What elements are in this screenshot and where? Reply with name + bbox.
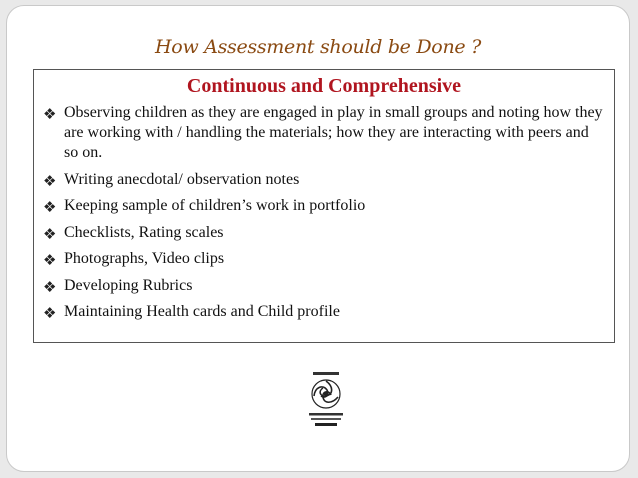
list-item-text: Photographs, Video clips	[64, 250, 225, 267]
diamond-bullet-icon: ❖	[43, 277, 57, 296]
slide-title: How Assessment should be Done ?	[155, 36, 481, 58]
box-heading: Continuous and Comprehensive	[186, 75, 462, 97]
list-item-text: Checklists, Rating scales	[64, 223, 224, 241]
list-item-text: Developing Rubrics	[64, 276, 193, 294]
list-item	[43, 196, 606, 216]
list-item-text: Maintaining Health cards and Child profile	[64, 303, 340, 320]
list-item-text: Observing children as they are engaged in play in small groups and noting how they are working with / handling the materials; how they are interacting with peers and so on.	[64, 104, 603, 161]
list-item	[43, 170, 606, 190]
diamond-bullet-icon: ❖	[43, 198, 57, 216]
list-item-text: Keeping sample of children’s work in portfolio	[64, 197, 366, 214]
bullet-list	[34, 103, 614, 322]
diamond-bullet-icon: ❖	[43, 171, 57, 190]
diamond-bullet-icon: ❖	[43, 251, 57, 269]
list-item	[43, 103, 606, 163]
ncert-emblem-icon	[301, 372, 351, 432]
list-item	[43, 223, 606, 243]
list-item-text: Writing anecdotal/ observation notes	[64, 170, 300, 188]
list-item	[43, 249, 606, 269]
diamond-bullet-icon: ❖	[43, 304, 57, 322]
list-item	[43, 302, 606, 322]
diamond-bullet-icon: ❖	[43, 224, 57, 243]
diamond-bullet-icon: ❖	[43, 105, 57, 123]
content-box	[33, 69, 615, 343]
slide	[6, 5, 630, 472]
list-item	[43, 276, 606, 296]
